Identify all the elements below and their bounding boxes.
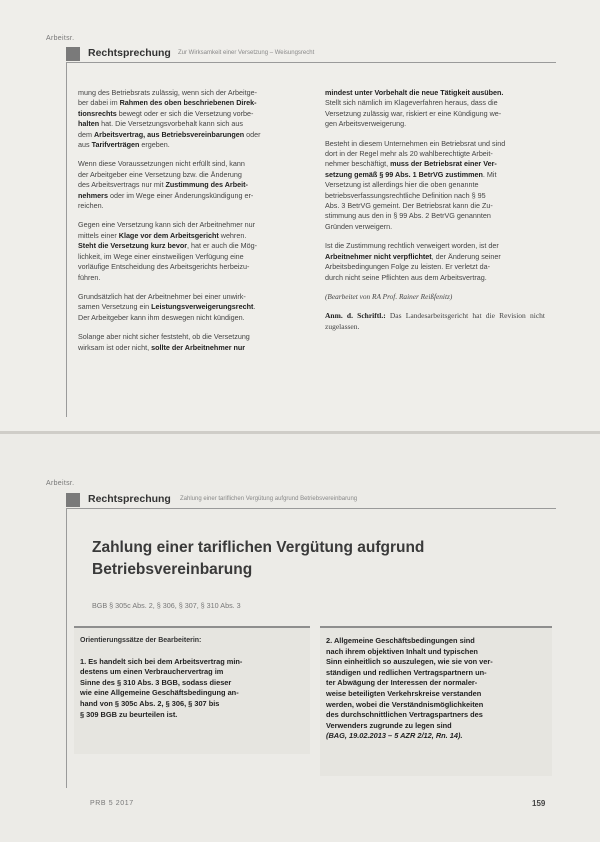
paragraph — [325, 139, 545, 233]
text-line: nach ihrem objektiven Inhalt und typischen — [326, 646, 478, 656]
text-line: Verwenders zugrunde zu legen sind — [326, 720, 452, 730]
text-line: stimmung aus den in § 99 Abs. 2 BetrVG genannten — [325, 211, 491, 221]
text-line: Ist die Zustimmung rechtlich verweigert worden, ist der — [325, 241, 499, 251]
text-line: Steht die Versetzung kurz bevor, hat er auch die Mög- — [78, 241, 257, 251]
text-line: halten hat. Die Versetzungsvorbehalt kann sich aus — [78, 119, 244, 129]
paragraph — [78, 220, 296, 282]
text-line: weise beteiligten Verkehrskreise verstanden — [326, 688, 482, 698]
box-text — [80, 657, 306, 721]
text-line: hand von § 305c Abs. 2, § 306, § 307 bis — [80, 698, 220, 708]
text-line: dort in der Regel mehr als 20 wahlberechtigte Arbeit- — [325, 149, 493, 159]
citation: (BAG, 19.02.2013 – 5 AZR 2/12, Rn. 14). — [326, 731, 463, 741]
text-line: Grundsätzlich hat der Arbeitnehmer bei einer unwirk- — [78, 291, 246, 301]
box-text — [326, 636, 548, 742]
text-line: nehmer beschäftigt, muss der Betriebsrat einer Ver- — [325, 159, 497, 169]
text-line: Abs. 3 BetrVG gemeint. Der Betriebsrat kann die Zu- — [325, 201, 493, 211]
article-norms: BGB § 305c Abs. 2, § 306, § 307, § 310 Abs. 3 — [92, 601, 241, 610]
paragraph — [325, 88, 545, 130]
header-square-icon — [66, 47, 80, 61]
orientation-box-left — [74, 626, 310, 754]
text-line: nehmers oder im Wege einer Änderungskündigung er- — [78, 190, 254, 200]
header-square-icon — [66, 493, 80, 507]
text-line: samen Versetzung ein Leistungsverweigerungsrecht. — [78, 302, 256, 312]
page-fold-shadow — [0, 431, 600, 434]
text-line: Sinne des § 310 Abs. 3 BGB, sodass dieser — [80, 677, 232, 687]
top-right-column — [325, 88, 545, 341]
text-line: wirksam ist oder nicht, sollte der Arbeitnehmer nur — [78, 342, 246, 352]
editor-note-text: Das Landesarbeitsgericht hat die Revision nicht zugelassen. — [325, 311, 545, 331]
text-line: reichen. — [78, 201, 104, 211]
text-line: mung des Betriebsrats zulässig, wenn sich der Arbeitge- — [78, 88, 257, 97]
text-line: des durchschnittlichen Vertragspartners des — [326, 710, 483, 720]
text-line: Gründen verweigern. — [325, 221, 393, 231]
text-line: Der Arbeitgeber kann ihm deswegen nicht kündigen. — [78, 312, 245, 322]
text-line: ter Abwägung der Interessen der normaler- — [326, 678, 478, 688]
text-line: gen Arbeitsverweigerung. — [325, 119, 407, 129]
text-line: Stellt sich nämlich im Klageverfahren heraus, dass die — [325, 98, 498, 108]
text-line: führen. — [78, 272, 101, 282]
text-line: destens um einen Verbrauchervertrag im — [80, 667, 224, 677]
text-line: des Arbeitsvertrags nur mit Zustimmung des Arbeit- — [78, 180, 248, 190]
text-line: ber dabei im Rahmen des oben beschriebenen Direk- — [78, 98, 257, 108]
text-line: § 309 BGB zu beurteilen ist. — [80, 709, 178, 719]
paragraph — [78, 292, 296, 323]
text-line: mittels einer Klage vor dem Arbeitsgericht wehren. — [78, 230, 247, 240]
page-number: 159 — [532, 799, 546, 808]
text-line: Wenn diese Voraussetzungen nicht erfüllt sind, kann — [78, 159, 245, 169]
article-title-line: Zahlung einer tariflichen Vergütung aufgrund — [92, 539, 425, 556]
left-rule — [66, 62, 67, 417]
text-line: ständigen und redlichen Vertragspartnern un- — [326, 667, 487, 677]
text-line: 1. Es handelt sich bei dem Arbeitsvertrag min- — [80, 656, 243, 666]
text-line: wie eine Allgemeine Geschäftsbedingung an- — [80, 688, 239, 698]
text-line: dem Arbeitsvertrag, aus Betriebsvereinbarungen oder — [78, 129, 261, 139]
text-line: lichkeit, im Wege einer einstweiligen Verfügung eine — [78, 251, 244, 261]
text-line: Versetzung ist allerdings hier die oben genannte — [325, 180, 479, 190]
header-subtitle: Zahlung einer tariflichen Vergütung aufgrund Betriebsvereinbarung — [180, 496, 358, 502]
paragraph — [78, 159, 296, 211]
header-subtitle: Zur Wirksamkeit einer Versetzung – Weisungsrecht — [178, 50, 315, 56]
editor-note — [325, 311, 545, 332]
section-label: Arbeitsr. — [46, 35, 75, 42]
text-line: aus Tarifverträgen ergeben. — [78, 140, 170, 150]
left-rule — [66, 508, 67, 788]
text-line: Arbeitsbedingungen Folge zu leisten. Er verletzt da- — [325, 262, 491, 272]
page-header — [66, 490, 556, 509]
text-line: Sinn einheitlich so auszulegen, wie sie von ver- — [326, 657, 493, 667]
footer-journal: PRB 5 2017 — [90, 800, 134, 807]
paragraph — [78, 332, 296, 353]
text-line: Gegen eine Versetzung kann sich der Arbeitnehmer nur — [78, 220, 256, 230]
text-line: setzung gemäß § 99 Abs. 1 BetrVG zustimmen. Mit — [325, 169, 497, 179]
text-line: durch nicht seine Pflichten aus dem Arbeitsvertrag. — [325, 272, 487, 282]
text-line: 2. Allgemeine Geschäftsbedingungen sind — [326, 636, 475, 645]
header-title: Rechtsprechung — [88, 47, 171, 59]
text-line: mindest unter Vorbehalt die neue Tätigkeit ausüben. — [325, 88, 504, 97]
paragraph — [78, 88, 296, 150]
author-credit: (Bearbeitet von RA Prof. Rainer Reißfenitz) — [325, 291, 453, 301]
page-header — [66, 44, 556, 63]
paragraph — [325, 241, 545, 283]
text-line: Solange aber nicht sicher feststeht, ob die Versetzung — [78, 332, 250, 342]
text-line: tionsrechts bewegt oder er sich die Versetzung vorbe- — [78, 108, 254, 118]
text-line: Besteht in diesem Unternehmen ein Betriebsrat und sind — [325, 138, 506, 148]
editor-note-label: Anm. d. Schriftl.: — [325, 311, 386, 321]
article-title-line: Betriebsvereinbarung — [92, 561, 253, 578]
text-line: Arbeitnehmer nicht verpflichtet, der Änderung seiner — [325, 251, 501, 261]
header-title: Rechtsprechung — [88, 493, 171, 505]
article-title — [92, 537, 532, 581]
text-line: Versetzung zulässig war, riskiert er eine Kündigung we- — [325, 108, 502, 118]
text-line: vorläufige Entscheidung des Arbeitsgerichts herbeizu- — [78, 262, 250, 272]
text-line: werden, wobei die Verständnismöglichkeiten — [326, 699, 484, 709]
top-left-column — [78, 88, 296, 362]
text-line: betriebsverfassungsrechtliche Definition nach § 95 — [325, 190, 486, 200]
section-label: Arbeitsr. — [46, 480, 75, 487]
box-heading: Orientierungssätze der Bearbeiterin: — [80, 637, 202, 644]
text-line: der Arbeitgeber eine Versetzung bzw. die Änderung — [78, 169, 242, 179]
orientation-box-right — [320, 626, 552, 776]
